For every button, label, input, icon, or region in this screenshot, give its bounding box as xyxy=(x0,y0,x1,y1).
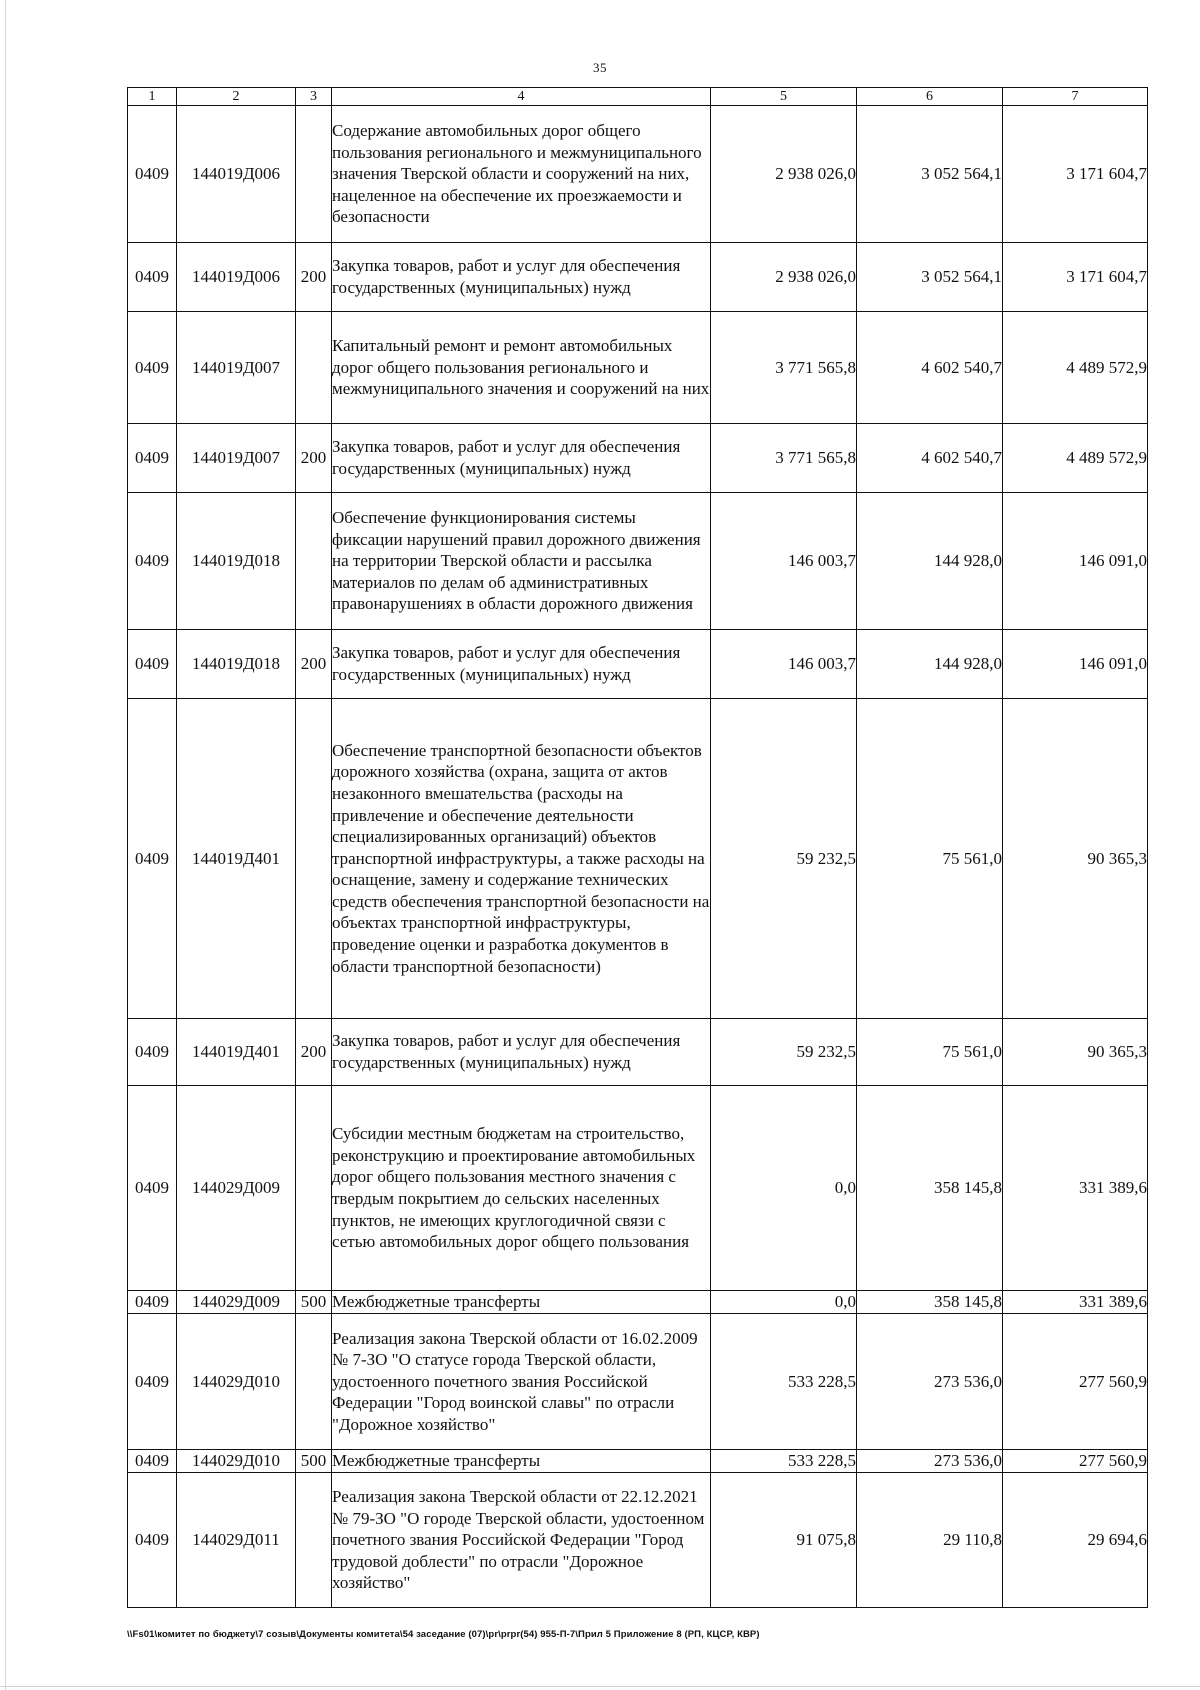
item-name-cell: Обеспечение транспортной безопасности объектов дорожного хозяйства (охрана, защита от актов незаконного вмешательства (расходы на привлечение и обеспечение деятельности специализированных организаций) объектов транспортной инфраструктуры, а также расходы на оснащение, замену и содержание технических средств обеспечения транспортной безопасности на объектах транспортной инфраструктуры, проведение оценки и разработка документов в области транспортной безопасности) xyxy=(332,699,711,1019)
table-row xyxy=(128,630,1148,699)
year-3-amount-cell: 90 365,3 xyxy=(1003,699,1148,1019)
expense-type-cell xyxy=(296,493,332,630)
item-name-cell: Капитальный ремонт и ремонт автомобильных дорог общего пользования регионального и межмуниципального значения и сооружений на них xyxy=(332,312,711,424)
table-row xyxy=(128,1291,1148,1314)
expense-type-cell xyxy=(296,106,332,243)
year-2-amount-cell: 144 928,0 xyxy=(857,493,1003,630)
year-2-amount-cell: 3 052 564,1 xyxy=(857,106,1003,243)
table-row xyxy=(128,1450,1148,1473)
budget-table xyxy=(127,87,1148,1608)
year-3-amount-cell: 29 694,6 xyxy=(1003,1473,1148,1608)
section-code-cell: 0409 xyxy=(128,699,177,1019)
target-article-cell: 144019Д006 xyxy=(177,243,296,312)
item-name-cell: Содержание автомобильных дорог общего пользования регионального и межмуниципального значения Тверской области и сооружений на них, нацеленное на обеспечение их проезжаемости и безопасности xyxy=(332,106,711,243)
scan-left-edge xyxy=(5,0,6,1690)
year-3-amount-cell: 4 489 572,9 xyxy=(1003,424,1148,493)
expense-type-cell xyxy=(296,1473,332,1608)
item-name-cell: Обеспечение функционирования системы фиксации нарушений правил дорожного движения на территории Тверской области и рассылка материалов по делам об административных правонарушениях в области дорожного движения xyxy=(332,493,711,630)
column-header-7: 7 xyxy=(1003,88,1148,106)
year-3-amount-cell: 331 389,6 xyxy=(1003,1291,1148,1314)
target-article-cell: 144029Д010 xyxy=(177,1450,296,1473)
item-name-cell: Реализация закона Тверской области от 16.02.2009 № 7-ЗО "О статусе города Тверской области, удостоенного почетного звания Российской Федерации "Город воинской славы" по отрасли "Дорожное хозяйство" xyxy=(332,1314,711,1450)
table-row xyxy=(128,1473,1148,1608)
year-1-amount-cell: 59 232,5 xyxy=(711,699,857,1019)
year-3-amount-cell: 146 091,0 xyxy=(1003,493,1148,630)
section-code-cell: 0409 xyxy=(128,493,177,630)
year-3-amount-cell: 4 489 572,9 xyxy=(1003,312,1148,424)
year-1-amount-cell: 59 232,5 xyxy=(711,1019,857,1086)
year-2-amount-cell: 75 561,0 xyxy=(857,1019,1003,1086)
year-2-amount-cell: 75 561,0 xyxy=(857,699,1003,1019)
year-2-amount-cell: 358 145,8 xyxy=(857,1086,1003,1291)
year-1-amount-cell: 0,0 xyxy=(711,1086,857,1291)
section-code-cell: 0409 xyxy=(128,1086,177,1291)
table-row xyxy=(128,424,1148,493)
year-3-amount-cell: 331 389,6 xyxy=(1003,1086,1148,1291)
year-2-amount-cell: 29 110,8 xyxy=(857,1473,1003,1608)
target-article-cell: 144029Д010 xyxy=(177,1314,296,1450)
item-name-cell: Субсидии местным бюджетам на строительство, реконструкцию и проектирование автомобильных дорог общего пользования местного значения с твердым покрытием до сельских населенных пунктов, не имеющих круглогодичной связи с сетью автомобильных дорог общего пользования xyxy=(332,1086,711,1291)
target-article-cell: 144019Д007 xyxy=(177,312,296,424)
expense-type-cell xyxy=(296,312,332,424)
year-3-amount-cell: 277 560,9 xyxy=(1003,1314,1148,1450)
table-row xyxy=(128,1019,1148,1086)
expense-type-cell: 200 xyxy=(296,243,332,312)
target-article-cell: 144029Д011 xyxy=(177,1473,296,1608)
item-name-cell: Реализация закона Тверской области от 22.12.2021 № 79-ЗО "О городе Тверской области, удостоенном почетного звания Российской Федерации "Город трудовой доблести" по отрасли "Дорожное хозяйство" xyxy=(332,1473,711,1608)
item-name-cell: Закупка товаров, работ и услуг для обеспечения государственных (муниципальных) нужд xyxy=(332,1019,711,1086)
column-header-2: 2 xyxy=(177,88,296,106)
section-code-cell: 0409 xyxy=(128,1473,177,1608)
year-1-amount-cell: 3 771 565,8 xyxy=(711,312,857,424)
column-header-6: 6 xyxy=(857,88,1003,106)
year-3-amount-cell: 90 365,3 xyxy=(1003,1019,1148,1086)
year-2-amount-cell: 3 052 564,1 xyxy=(857,243,1003,312)
year-1-amount-cell: 91 075,8 xyxy=(711,1473,857,1608)
target-article-cell: 144019Д006 xyxy=(177,106,296,243)
expense-type-cell xyxy=(296,1314,332,1450)
expense-type-cell: 200 xyxy=(296,424,332,493)
column-header-4: 4 xyxy=(332,88,711,106)
year-1-amount-cell: 533 228,5 xyxy=(711,1450,857,1473)
year-1-amount-cell: 3 771 565,8 xyxy=(711,424,857,493)
column-header-5: 5 xyxy=(711,88,857,106)
table-row xyxy=(128,106,1148,243)
target-article-cell: 144019Д401 xyxy=(177,699,296,1019)
item-name-cell: Закупка товаров, работ и услуг для обеспечения государственных (муниципальных) нужд xyxy=(332,630,711,699)
expense-type-cell xyxy=(296,1086,332,1291)
year-2-amount-cell: 358 145,8 xyxy=(857,1291,1003,1314)
expense-type-cell xyxy=(296,699,332,1019)
table-row xyxy=(128,1086,1148,1291)
table-row xyxy=(128,312,1148,424)
expense-type-cell: 500 xyxy=(296,1291,332,1314)
year-3-amount-cell: 3 171 604,7 xyxy=(1003,106,1148,243)
year-2-amount-cell: 4 602 540,7 xyxy=(857,424,1003,493)
year-3-amount-cell: 277 560,9 xyxy=(1003,1450,1148,1473)
expense-type-cell: 500 xyxy=(296,1450,332,1473)
year-1-amount-cell: 146 003,7 xyxy=(711,630,857,699)
column-header-1: 1 xyxy=(128,88,177,106)
item-name-cell: Межбюджетные трансферты xyxy=(332,1450,711,1473)
section-code-cell: 0409 xyxy=(128,630,177,699)
expense-type-cell: 200 xyxy=(296,1019,332,1086)
year-1-amount-cell: 533 228,5 xyxy=(711,1314,857,1450)
section-code-cell: 0409 xyxy=(128,312,177,424)
section-code-cell: 0409 xyxy=(128,106,177,243)
year-2-amount-cell: 4 602 540,7 xyxy=(857,312,1003,424)
year-1-amount-cell: 0,0 xyxy=(711,1291,857,1314)
column-header-3: 3 xyxy=(296,88,332,106)
section-code-cell: 0409 xyxy=(128,424,177,493)
target-article-cell: 144019Д018 xyxy=(177,493,296,630)
target-article-cell: 144019Д007 xyxy=(177,424,296,493)
target-article-cell: 144019Д401 xyxy=(177,1019,296,1086)
year-2-amount-cell: 144 928,0 xyxy=(857,630,1003,699)
expense-type-cell: 200 xyxy=(296,630,332,699)
item-name-cell: Закупка товаров, работ и услуг для обеспечения государственных (муниципальных) нужд xyxy=(332,424,711,493)
document-file-path: \\Fs01\комитет по бюджету\7 созыв\Документы комитета\54 заседание (07)\pr\prpr(54) 955-П-7\Прил 5 Приложение 8 (РП, КЦСР, КВР) xyxy=(127,1629,760,1640)
section-code-cell: 0409 xyxy=(128,1314,177,1450)
section-code-cell: 0409 xyxy=(128,243,177,312)
column-number-row xyxy=(128,88,1148,106)
year-2-amount-cell: 273 536,0 xyxy=(857,1314,1003,1450)
item-name-cell: Закупка товаров, работ и услуг для обеспечения государственных (муниципальных) нужд xyxy=(332,243,711,312)
year-3-amount-cell: 3 171 604,7 xyxy=(1003,243,1148,312)
year-2-amount-cell: 273 536,0 xyxy=(857,1450,1003,1473)
year-1-amount-cell: 146 003,7 xyxy=(711,493,857,630)
year-1-amount-cell: 2 938 026,0 xyxy=(711,106,857,243)
section-code-cell: 0409 xyxy=(128,1019,177,1086)
table-row xyxy=(128,243,1148,312)
table-row xyxy=(128,1314,1148,1450)
section-code-cell: 0409 xyxy=(128,1291,177,1314)
scan-bottom-edge xyxy=(0,1686,1200,1687)
item-name-cell: Межбюджетные трансферты xyxy=(332,1291,711,1314)
table-row xyxy=(128,493,1148,630)
year-1-amount-cell: 2 938 026,0 xyxy=(711,243,857,312)
page-number: 35 xyxy=(593,60,607,75)
target-article-cell: 144029Д009 xyxy=(177,1086,296,1291)
table-row xyxy=(128,699,1148,1019)
section-code-cell: 0409 xyxy=(128,1450,177,1473)
target-article-cell: 144029Д009 xyxy=(177,1291,296,1314)
target-article-cell: 144019Д018 xyxy=(177,630,296,699)
year-3-amount-cell: 146 091,0 xyxy=(1003,630,1148,699)
